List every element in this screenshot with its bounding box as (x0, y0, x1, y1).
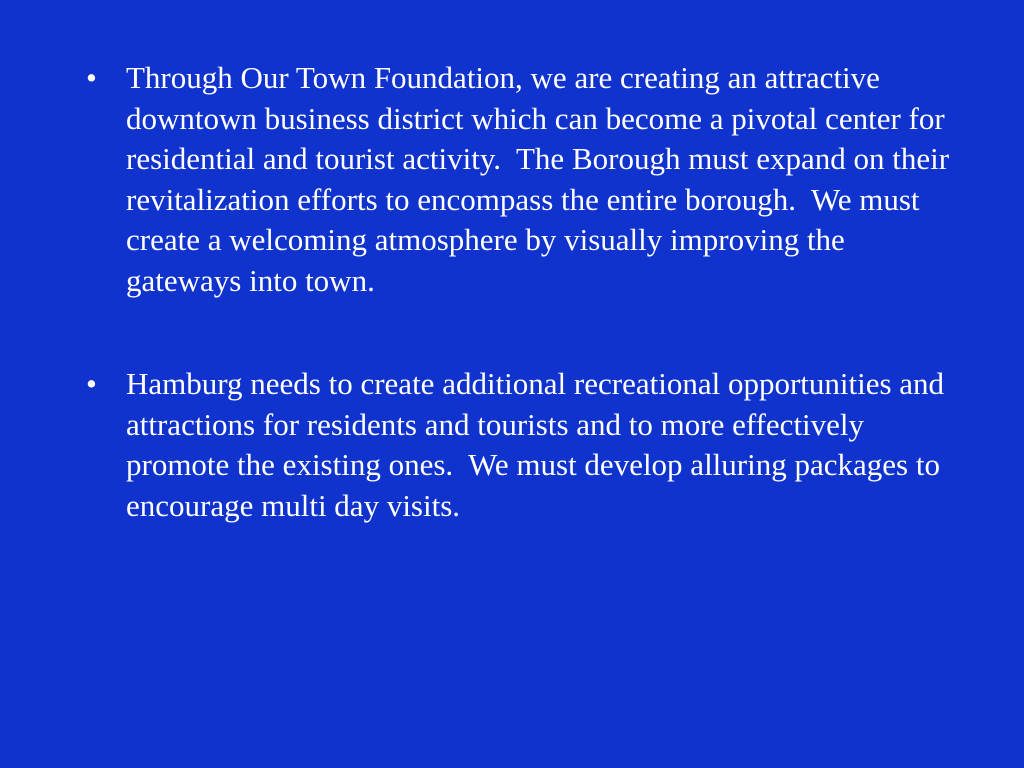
bullet-marker: • (86, 366, 97, 401)
bullet-item-downtown (86, 58, 966, 301)
bullet-text-recreation: Hamburg needs to create additional recreational opportunities and attractions for residents and tourists and to more effectively promote the existing ones. We must develop alluring packages to encourage multi day visits. (126, 366, 952, 523)
bullet-marker: • (86, 60, 97, 95)
bullet-item-recreation (86, 364, 966, 526)
bullet-list (86, 58, 966, 526)
bullet-text-downtown: Through Our Town Foundation, we are creating an attractive downtown business district which can become a pivotal center for residential and tourist activity. The Borough must expand on their revitalization efforts to encompass the entire borough. We must create a welcoming atmosphere by visually improving the gateways into town. (126, 60, 957, 298)
